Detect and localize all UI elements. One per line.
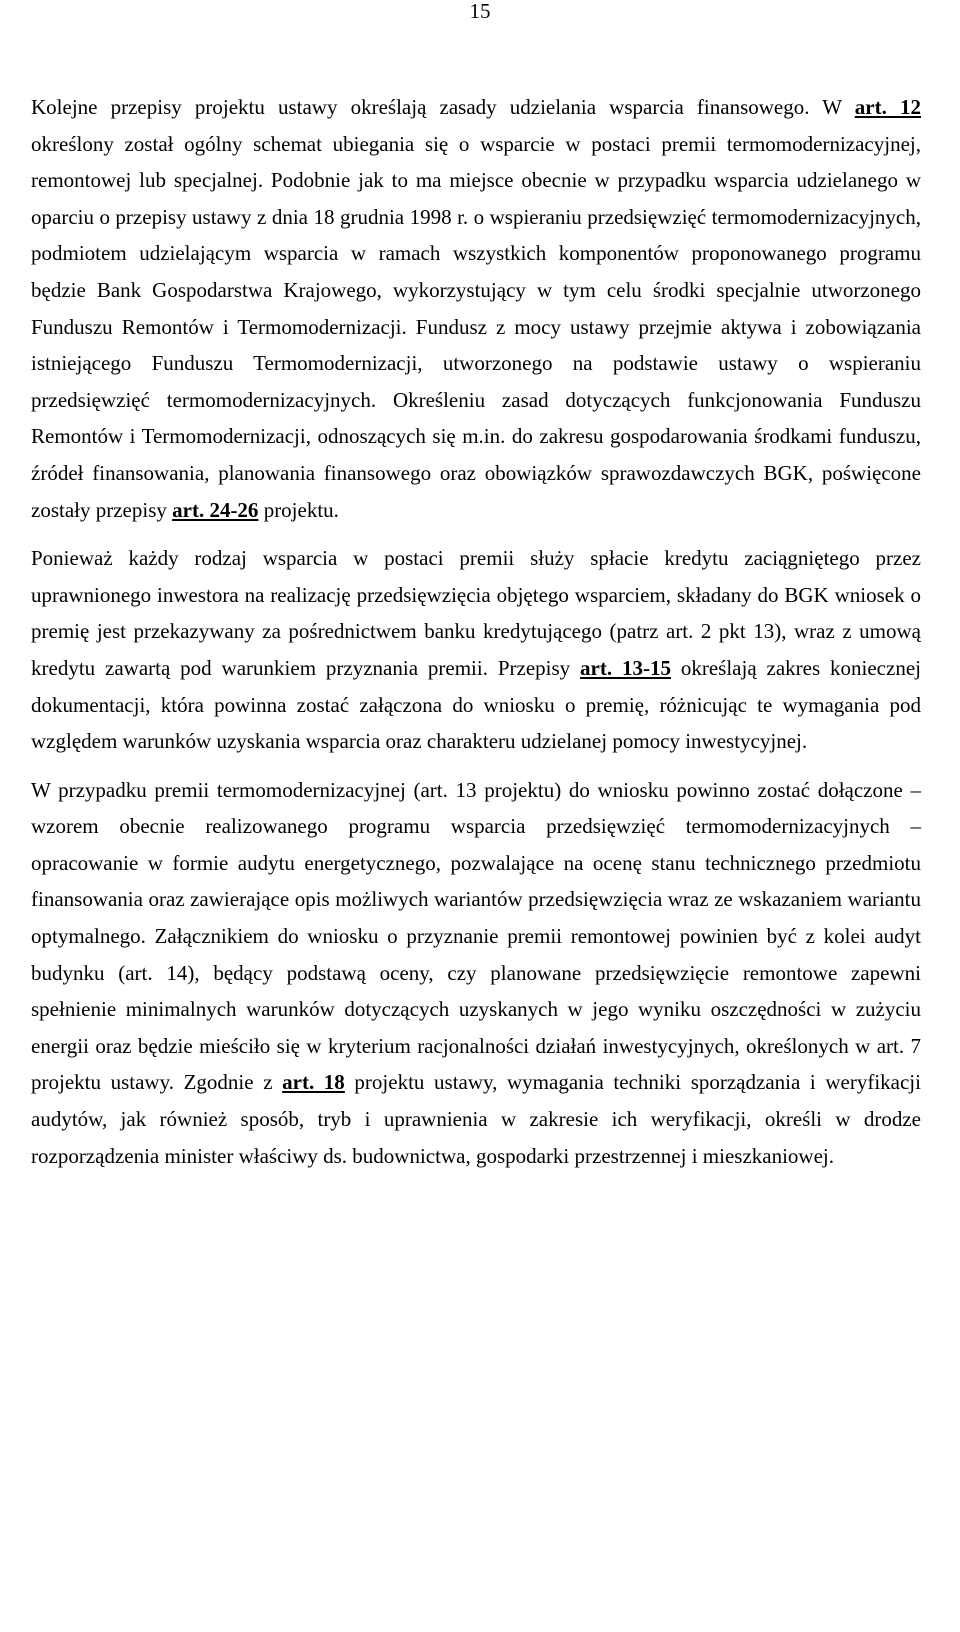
paragraph-2: [31, 540, 921, 760]
paragraph-1: [31, 89, 921, 528]
paragraph-text: Kolejne przepisy projektu ustawy określają zasady udzielania wsparcia finansowego. W: [31, 95, 855, 119]
paragraph-text: Ponieważ każdy rodzaj wsparcia w postaci premii służy spłacie kredytu zaciągniętego przez uprawnionego inwestora na realizację przedsięwzięcia objętego wsparciem, składany do BGK wniosek o premię jest przekazywany za pośrednictwem banku kredytującego (patrz art. 2 pkt 13), wraz z umową kredytu zawartą pod warunkiem przyznania premii. Przepisy: [31, 546, 921, 680]
article-reference[interactable]: art. 18: [282, 1070, 345, 1095]
paragraph-text: projektu.: [258, 497, 339, 522]
document-body: [31, 89, 921, 1186]
article-reference[interactable]: art. 24-26: [172, 497, 259, 522]
paragraph-text: W przypadku premii termomodernizacyjnej (art. 13 projektu) do wniosku powinno zostać dołączone – wzorem obecnie realizowanego programu wsparcia przedsięwzięć termomodernizacyjnych – opracowanie w formie audytu energetycznego, pozwalające na ocenę stanu technicznego przedmiotu finansowania oraz zawierające opis możliwych wariantów przedsięwzięcia wraz ze wskazaniem wariantu optymalnego. Załącznikiem do wniosku o przyznanie premii remontowej powinien być z kolei audyt budynku (art. 14), będący podstawą oceny, czy planowane przedsięwzięcie remontowe zapewni spełnienie minimalnych warunków dotyczących uzyskanych w jego wyniku oszczędności w zużyciu energii oraz będzie mieściło się w kryterium racjonalności działań inwestycyjnych, określonych w art. 7 projektu ustawy. Zgodnie z: [31, 777, 921, 1095]
paragraph-text: projektu ustawy, wymagania techniki sporządzania i weryfikacji audytów, jak również sposób, tryb i uprawnienia w zakresie ich weryfikacji, określi w drodze rozporządzenia minister właściwy ds. budownictwa, gospodarki przestrzennej i mieszkaniowej.: [31, 1070, 921, 1168]
article-reference[interactable]: art. 12: [854, 95, 921, 119]
article-reference[interactable]: art. 13-15: [580, 655, 671, 680]
page-number: 15: [469, 0, 491, 23]
paragraph-text: określają zakres koniecznej dokumentacji, która powinna zostać załączona do wniosku o premię, różnicując te wymagania pod względem warunków uzyskania wsparcia oraz charakteru udzielanej pomocy inwestycyjnej.: [31, 655, 921, 754]
paragraph-text: określony został ogólny schemat ubiegania się o wsparcie w postaci premii termomodernizacyjnej, remontowej lub specjalnej. Podobnie jak to ma miejsce obecnie w przypadku wsparcia udzielanego w oparciu o przepisy ustawy z dnia 18 grudnia 1998 r. o wspieraniu przedsięwzięć termomodernizacyjnych, podmiotem udzielającym wsparcia w ramach wszystkich komponentów proponowanego programu będzie Bank Gospodarstwa Krajowego, wykorzystujący w tym celu środki specjalnie utworzonego Funduszu Remontów i Termomodernizacji. Fundusz z mocy ustawy przejmie aktywa i zobowiązania istniejącego Funduszu Termomodernizacji, utworzonego na podstawie ustawy o wspieraniu przedsięwzięć termomodernizacyjnych. Określeniu zasad dotyczących funkcjonowania Funduszu Remontów i Termomodernizacji, odnoszących się m.in. do zakresu gospodarowania środkami funduszu, źródeł finansowania, planowania finansowego oraz obowiązków sprawozdawczych BGK, poświęcone zostały przepisy: [31, 131, 921, 522]
paragraph-3: [31, 772, 921, 1175]
